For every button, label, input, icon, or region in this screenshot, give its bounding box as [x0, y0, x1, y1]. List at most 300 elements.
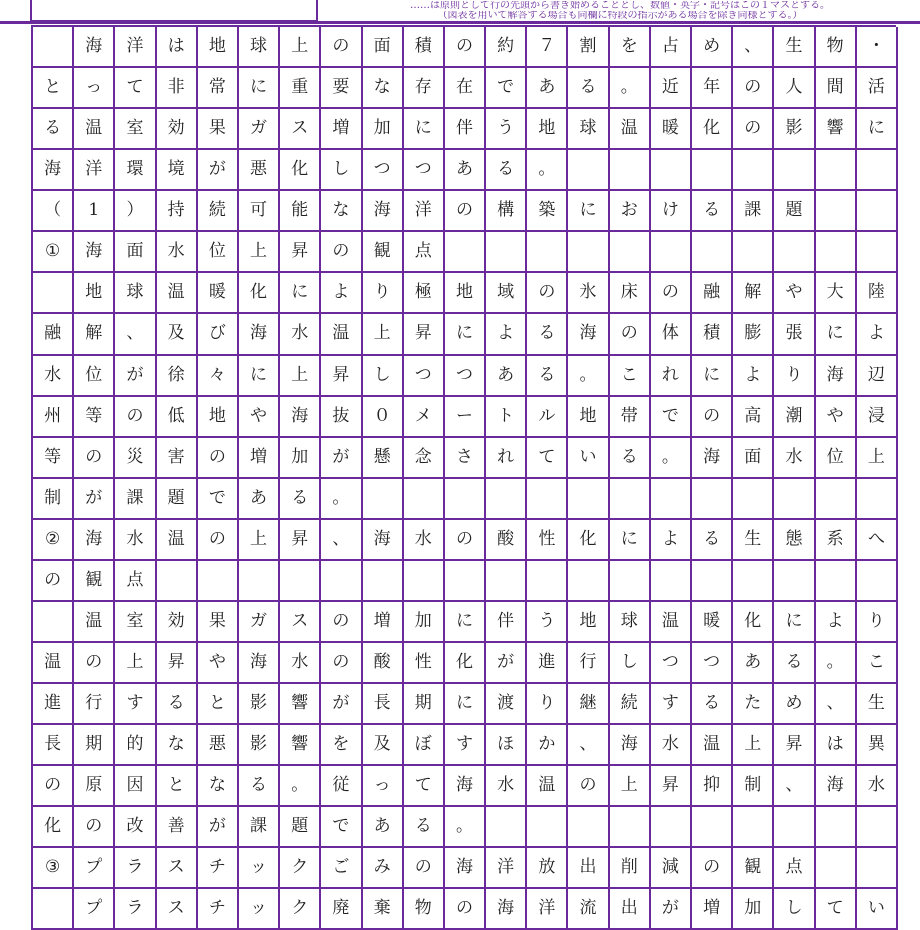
grid-cell: 海	[74, 232, 115, 273]
grid-cell: 積	[404, 27, 445, 68]
grid-cell: の	[445, 27, 486, 68]
grid-cell: 響	[816, 109, 857, 150]
grid-cell	[733, 807, 774, 848]
grid-cell: や	[239, 397, 280, 438]
grid-cell: る	[280, 479, 321, 520]
grid-cell: 州	[33, 397, 74, 438]
grid-cell: 占	[651, 27, 692, 68]
grid-cell: の	[198, 438, 239, 479]
grid-cell: チ	[198, 848, 239, 889]
grid-cell: 持	[157, 191, 198, 232]
grid-cell	[692, 807, 733, 848]
grid-cell	[239, 561, 280, 602]
grid-cell	[692, 232, 733, 273]
grid-cell: 進	[527, 643, 568, 684]
grid-cell: 長	[33, 725, 74, 766]
grid-cell: 。	[651, 438, 692, 479]
grid-cell: 昇	[280, 232, 321, 273]
grid-cell: 因	[115, 766, 156, 807]
grid-cell: 観	[363, 232, 404, 273]
grid-cell: に	[404, 109, 445, 150]
grid-cell: の	[733, 109, 774, 150]
grid-cell	[33, 602, 74, 643]
grid-cell: 可	[239, 191, 280, 232]
grid-cell: 海	[239, 314, 280, 355]
grid-cell: 効	[157, 602, 198, 643]
grid-cell: 系	[816, 520, 857, 561]
grid-cell: 洋	[404, 191, 445, 232]
grid-cell: が	[321, 684, 362, 725]
grid-cell: ク	[280, 889, 321, 930]
grid-cell: 暖	[198, 273, 239, 314]
grid-cell	[527, 232, 568, 273]
grid-cell: 水	[33, 356, 74, 397]
grid-cell: 影	[239, 684, 280, 725]
grid-cell	[610, 479, 651, 520]
grid-cell: 削	[610, 848, 651, 889]
grid-cell: 題	[157, 479, 198, 520]
grid-cell: 減	[651, 848, 692, 889]
grid-cell: 上	[239, 520, 280, 561]
grid-cell: 温	[610, 109, 651, 150]
grid-cell: 行	[568, 643, 609, 684]
grid-cell: に	[445, 602, 486, 643]
grid-cell: 地	[568, 602, 609, 643]
grid-cell: よ	[651, 520, 692, 561]
grid-cell: ガ	[239, 602, 280, 643]
grid-cell: 大	[816, 273, 857, 314]
grid-cell: 水	[280, 643, 321, 684]
grid-cell: ル	[527, 397, 568, 438]
grid-cell: 、	[568, 725, 609, 766]
grid-cell: 低	[157, 397, 198, 438]
grid-cell: ③	[33, 848, 74, 889]
grid-cell	[651, 561, 692, 602]
grid-cell	[363, 561, 404, 602]
grid-cell	[857, 848, 898, 889]
grid-cell: や	[774, 273, 815, 314]
grid-cell: ラ	[115, 848, 156, 889]
grid-cell: に	[857, 109, 898, 150]
grid-cell: 念	[404, 438, 445, 479]
grid-cell: の	[404, 848, 445, 889]
grid-cell	[816, 848, 857, 889]
grid-cell: 温	[33, 643, 74, 684]
header-left-box	[30, 0, 318, 22]
grid-cell: 重	[280, 68, 321, 109]
grid-cell: 球	[610, 602, 651, 643]
grid-cell: 生	[857, 684, 898, 725]
grid-cell: 。	[527, 150, 568, 191]
grid-cell: 人	[774, 68, 815, 109]
grid-cell: 的	[115, 725, 156, 766]
grid-cell: 体	[651, 314, 692, 355]
grid-cell: 氷	[568, 273, 609, 314]
grid-cell: 酸	[486, 520, 527, 561]
grid-cell: 行	[74, 684, 115, 725]
grid-cell	[445, 479, 486, 520]
grid-cell: 水	[774, 438, 815, 479]
grid-cell: 上	[733, 725, 774, 766]
grid-cell: 面	[363, 27, 404, 68]
grid-cell: 従	[321, 766, 362, 807]
grid-cell: 増	[239, 438, 280, 479]
grid-cell	[857, 191, 898, 232]
grid-cell: 温	[651, 602, 692, 643]
grid-cell: す	[445, 725, 486, 766]
grid-cell: 悪	[198, 725, 239, 766]
grid-cell: 生	[733, 520, 774, 561]
grid-cell: と	[198, 684, 239, 725]
grid-cell	[363, 479, 404, 520]
grid-cell: 伴	[445, 109, 486, 150]
grid-cell: 洋	[527, 889, 568, 930]
grid-cell: る	[527, 356, 568, 397]
grid-cell: 水	[857, 766, 898, 807]
grid-cell: 海	[486, 889, 527, 930]
grid-cell: な	[157, 725, 198, 766]
grid-cell: 築	[527, 191, 568, 232]
grid-cell: 態	[774, 520, 815, 561]
grid-cell	[692, 561, 733, 602]
grid-cell: が	[651, 889, 692, 930]
grid-cell: 徐	[157, 356, 198, 397]
grid-cell	[816, 232, 857, 273]
grid-cell: チ	[198, 889, 239, 930]
grid-cell: 々	[198, 356, 239, 397]
grid-cell: し	[774, 889, 815, 930]
grid-cell	[774, 150, 815, 191]
grid-cell: あ	[486, 356, 527, 397]
grid-cell: の	[692, 848, 733, 889]
grid-cell: 、	[733, 27, 774, 68]
grid-cell: へ	[857, 520, 898, 561]
grid-cell: か	[527, 725, 568, 766]
grid-cell	[857, 807, 898, 848]
grid-cell: 海	[692, 438, 733, 479]
grid-cell: 浸	[857, 397, 898, 438]
grid-cell: 課	[733, 191, 774, 232]
grid-cell: り	[363, 273, 404, 314]
grid-cell: 海	[74, 27, 115, 68]
grid-cell	[857, 232, 898, 273]
grid-cell: 加	[733, 889, 774, 930]
grid-cell: 悪	[239, 150, 280, 191]
grid-cell: が	[486, 643, 527, 684]
grid-cell: が	[115, 356, 156, 397]
grid-cell: の	[74, 807, 115, 848]
grid-cell: け	[651, 191, 692, 232]
grid-cell: 続	[198, 191, 239, 232]
grid-cell: 継	[568, 684, 609, 725]
grid-cell: て	[115, 68, 156, 109]
grid-cell: 化	[445, 643, 486, 684]
grid-cell: 海	[610, 725, 651, 766]
grid-cell: 増	[363, 602, 404, 643]
grid-cell	[774, 479, 815, 520]
grid-cell: で	[198, 479, 239, 520]
manuscript-grid	[31, 25, 896, 930]
grid-cell: 及	[363, 725, 404, 766]
grid-cell: の	[321, 27, 362, 68]
instruction-note-line-2: （図表を用いて解答する場合も同欄に特段の指示がある場合を除き同様とする。）	[437, 11, 803, 21]
grid-cell: て	[816, 889, 857, 930]
grid-cell: る	[568, 68, 609, 109]
grid-cell: 活	[857, 68, 898, 109]
grid-cell: 化	[239, 273, 280, 314]
grid-cell	[816, 479, 857, 520]
grid-cell: 水	[404, 520, 445, 561]
grid-cell: 球	[239, 27, 280, 68]
grid-cell: 海	[445, 848, 486, 889]
grid-cell: 昇	[774, 725, 815, 766]
grid-cell	[816, 150, 857, 191]
grid-cell: 昇	[321, 356, 362, 397]
grid-cell: 及	[157, 314, 198, 355]
grid-cell: 昇	[404, 314, 445, 355]
grid-cell: 水	[280, 314, 321, 355]
grid-cell: 効	[157, 109, 198, 150]
grid-cell	[651, 232, 692, 273]
grid-cell: 加	[404, 602, 445, 643]
grid-cell: ①	[33, 232, 74, 273]
grid-cell: 上	[115, 643, 156, 684]
grid-cell: 題	[774, 191, 815, 232]
grid-cell: 温	[692, 725, 733, 766]
grid-cell: 近	[651, 68, 692, 109]
grid-cell: 性	[527, 520, 568, 561]
grid-cell: の	[74, 438, 115, 479]
grid-cell: 域	[486, 273, 527, 314]
grid-cell: 制	[33, 479, 74, 520]
grid-cell: 観	[733, 848, 774, 889]
grid-cell: 水	[651, 725, 692, 766]
grid-cell: 化	[280, 150, 321, 191]
grid-cell: 昇	[651, 766, 692, 807]
grid-cell: 海	[816, 766, 857, 807]
grid-cell: 海	[239, 643, 280, 684]
grid-cell: 。	[280, 766, 321, 807]
grid-cell: 水	[115, 520, 156, 561]
grid-cell: つ	[404, 356, 445, 397]
grid-cell: の	[115, 397, 156, 438]
grid-cell: 海	[363, 191, 404, 232]
grid-cell: 地	[568, 397, 609, 438]
grid-cell	[651, 150, 692, 191]
grid-cell: あ	[445, 150, 486, 191]
grid-cell	[568, 479, 609, 520]
grid-cell: 影	[239, 725, 280, 766]
grid-cell: 水	[157, 232, 198, 273]
grid-cell: よ	[321, 273, 362, 314]
grid-cell: さ	[445, 438, 486, 479]
grid-cell: 。	[610, 68, 651, 109]
grid-cell: に	[816, 314, 857, 355]
grid-cell: ご	[321, 848, 362, 889]
grid-cell	[404, 561, 445, 602]
grid-cell: 要	[321, 68, 362, 109]
grid-cell	[486, 479, 527, 520]
grid-cell	[816, 807, 857, 848]
grid-cell: っ	[74, 68, 115, 109]
grid-cell: と	[33, 68, 74, 109]
grid-cell: 棄	[363, 889, 404, 930]
grid-cell: る	[239, 766, 280, 807]
grid-cell: た	[733, 684, 774, 725]
grid-cell: を	[321, 725, 362, 766]
grid-cell: が	[74, 479, 115, 520]
grid-cell: 位	[74, 356, 115, 397]
grid-cell	[321, 561, 362, 602]
grid-cell: 温	[74, 602, 115, 643]
grid-cell: つ	[692, 643, 733, 684]
grid-cell	[568, 807, 609, 848]
grid-cell: の	[610, 314, 651, 355]
grid-cell	[816, 191, 857, 232]
grid-cell: の	[33, 561, 74, 602]
grid-cell: に	[239, 356, 280, 397]
grid-cell: 存	[404, 68, 445, 109]
grid-cell: 室	[115, 109, 156, 150]
grid-cell: 年	[692, 68, 733, 109]
grid-cell: め	[692, 27, 733, 68]
grid-cell: 点	[115, 561, 156, 602]
grid-cell: ッ	[239, 848, 280, 889]
grid-cell: 進	[33, 684, 74, 725]
grid-cell: 異	[857, 725, 898, 766]
grid-cell	[568, 150, 609, 191]
grid-cell	[610, 807, 651, 848]
grid-cell: ラ	[115, 889, 156, 930]
grid-cell: み	[363, 848, 404, 889]
grid-cell: る	[610, 438, 651, 479]
grid-cell: 球	[115, 273, 156, 314]
grid-cell: 果	[198, 109, 239, 150]
grid-cell: 構	[486, 191, 527, 232]
grid-cell: 積	[692, 314, 733, 355]
grid-cell: り	[527, 684, 568, 725]
grid-cell: お	[610, 191, 651, 232]
grid-cell	[651, 807, 692, 848]
grid-cell: 地	[198, 27, 239, 68]
grid-cell: つ	[404, 150, 445, 191]
grid-cell: 災	[115, 438, 156, 479]
grid-cell: 約	[486, 27, 527, 68]
grid-cell: 放	[527, 848, 568, 889]
grid-cell: の	[33, 766, 74, 807]
grid-cell: 極	[404, 273, 445, 314]
grid-cell: は	[816, 725, 857, 766]
grid-cell: ７	[527, 27, 568, 68]
grid-cell	[404, 479, 445, 520]
grid-cell: 位	[816, 438, 857, 479]
grid-cell: し	[321, 150, 362, 191]
grid-cell: 昇	[280, 520, 321, 561]
grid-cell	[610, 232, 651, 273]
grid-cell	[857, 150, 898, 191]
grid-cell: 化	[568, 520, 609, 561]
grid-cell: 位	[198, 232, 239, 273]
grid-cell: ０	[363, 397, 404, 438]
grid-cell: 床	[610, 273, 651, 314]
grid-cell: る	[692, 191, 733, 232]
grid-cell: 害	[157, 438, 198, 479]
grid-cell: り	[857, 602, 898, 643]
grid-cell: よ	[486, 314, 527, 355]
grid-cell: 温	[321, 314, 362, 355]
grid-cell: 境	[157, 150, 198, 191]
grid-cell: 廃	[321, 889, 362, 930]
grid-cell: に	[774, 602, 815, 643]
grid-cell: 帯	[610, 397, 651, 438]
grid-cell: る	[404, 807, 445, 848]
grid-cell: 響	[280, 725, 321, 766]
grid-cell: す	[651, 684, 692, 725]
grid-cell: 上	[610, 766, 651, 807]
grid-cell: 温	[157, 273, 198, 314]
grid-cell: 改	[115, 807, 156, 848]
grid-cell: 地	[74, 273, 115, 314]
grid-cell: 1	[74, 191, 115, 232]
grid-cell: の	[445, 889, 486, 930]
grid-cell: 性	[404, 643, 445, 684]
grid-cell: 海	[816, 356, 857, 397]
grid-cell: ス	[157, 848, 198, 889]
grid-cell: や	[816, 397, 857, 438]
grid-cell	[527, 479, 568, 520]
grid-cell: 非	[157, 68, 198, 109]
grid-cell: 観	[74, 561, 115, 602]
grid-cell: 温	[74, 109, 115, 150]
grid-cell: 懸	[363, 438, 404, 479]
grid-cell: 割	[568, 27, 609, 68]
grid-cell: の	[733, 68, 774, 109]
grid-cell: 環	[115, 150, 156, 191]
grid-cell	[33, 27, 74, 68]
grid-cell: 続	[610, 684, 651, 725]
grid-cell: 海	[445, 766, 486, 807]
grid-cell: 海	[74, 520, 115, 561]
grid-cell: で	[321, 807, 362, 848]
grid-cell: 、	[816, 684, 857, 725]
instruction-note-line-1: ……は原則として行の先頭から書き始めることとし、数値・英字・記号はこの１マスとする。	[410, 1, 830, 11]
grid-cell: 長	[363, 684, 404, 725]
grid-cell: 抑	[692, 766, 733, 807]
grid-cell: 膨	[733, 314, 774, 355]
grid-cell: ス	[157, 889, 198, 930]
grid-cell: の	[527, 273, 568, 314]
grid-cell: 球	[568, 109, 609, 150]
grid-cell: な	[198, 766, 239, 807]
grid-cell	[568, 561, 609, 602]
grid-cell: の	[651, 273, 692, 314]
grid-cell: 張	[774, 314, 815, 355]
grid-cell: あ	[527, 68, 568, 109]
grid-cell: う	[486, 109, 527, 150]
grid-cell: 化	[692, 109, 733, 150]
grid-cell	[486, 561, 527, 602]
grid-cell: に	[610, 520, 651, 561]
grid-cell: に	[239, 68, 280, 109]
grid-cell: ②	[33, 520, 74, 561]
grid-cell: よ	[733, 356, 774, 397]
grid-cell: ・	[857, 27, 898, 68]
grid-cell: 、	[321, 520, 362, 561]
grid-cell: す	[115, 684, 156, 725]
grid-cell: ス	[280, 602, 321, 643]
grid-cell: 高	[733, 397, 774, 438]
grid-cell: し	[363, 356, 404, 397]
